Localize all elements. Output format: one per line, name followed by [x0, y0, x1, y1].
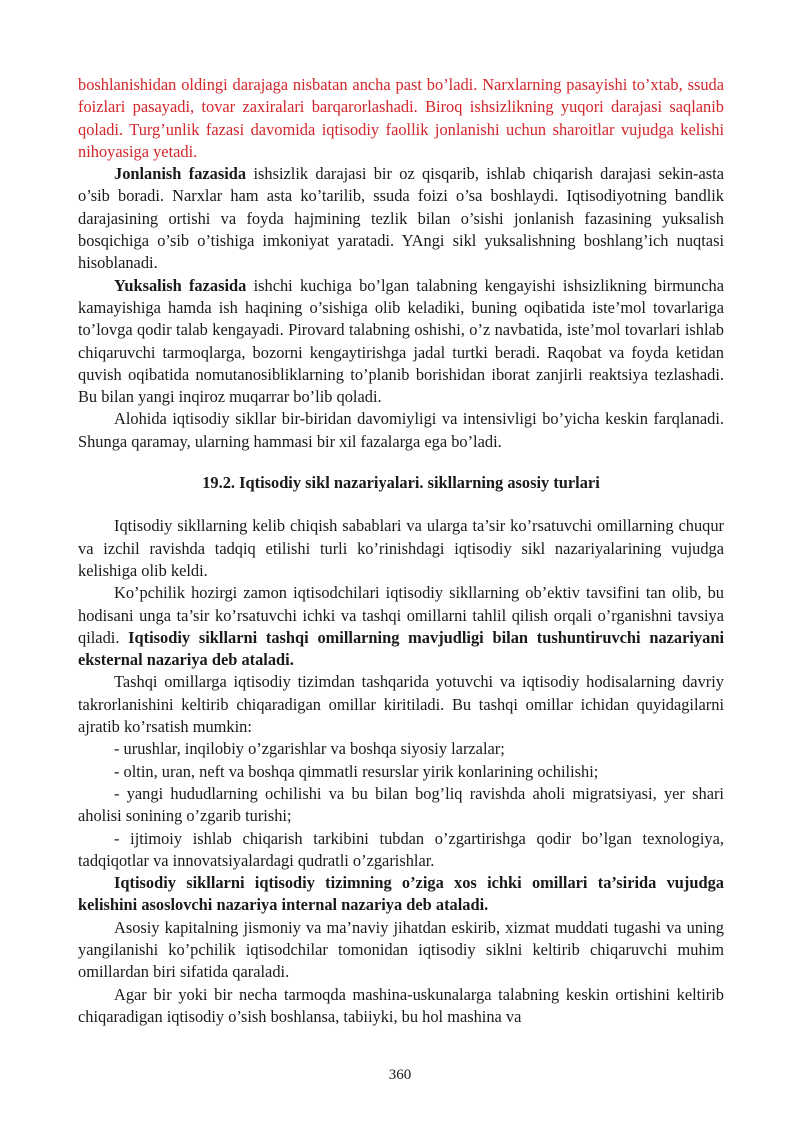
paragraph-mashina: Agar bir yoki bir necha tarmoqda mashina-uskunalarga talabning keskin ortishini keltirib chiqaradigan iqtisodiy o’sish boshlansa, tabiiyki, bu hol mashina va — [78, 984, 724, 1026]
paragraph-highlighted: boshlanishidan oldingi darajaga nisbatan ancha past bo’ladi. Narxlarning pasayishi to’xtab, ssuda foizlari pasayadi, tovar zaxiralari barqarorlashadi. Biroq ishsizlikning yuqori darajasi saqlanib qoladi. Turg’unlik fazasi davomida iqtisodiy faollik jonlanishi uchun sharoitlar vujudga kelishi nihoyasiga yetadi. — [78, 75, 724, 161]
paragraph-jonlanish — [78, 163, 724, 274]
paragraph-eksternal — [78, 582, 724, 671]
page-number: 360 — [388, 1067, 412, 1083]
list-item: - oltin, uran, neft va boshqa qimmatli resurslar yirik konlarining ochilishi; — [114, 761, 599, 781]
list-item: - yangi hududlarning ochilishi va bu bilan bog’liq ravishda aholi migratsiyasi, yer shari aholisi sonining o’zgarib turishi; — [78, 783, 724, 826]
definition-eksternal: Iqtisodiy sikllarni tashqi omillarning mavjudligi bilan tushuntiruvchi nazariyani eksternal nazariya deb ataladi. — [78, 627, 724, 670]
page-body — [78, 74, 724, 1028]
paragraph-tashqi-omillar: Tashqi omillarga iqtisodiy tizimdan tashqarida yotuvchi va iqtisodiy hodisalarning davriy takrorlanishini keltirib chiqaradigan omillar kiritiladi. Bu tashqi omillar ichidan quyidagilarni ajratib ko’rsatish mumkin: — [78, 672, 724, 737]
list-item: - ijtimoiy ishlab chiqarish tarkibini tubdan o’zgartirishga qodir bo’lgan texnologiya, tadqiqotlar va innovatsiyalardagi qudratli o’zgarishlar. — [78, 828, 724, 870]
paragraph-asosiy-kapital: Asosiy kapitalning jismoniy va ma’naviy jihatdan eskirib, xizmat muddati tugashi va uning yangilanishi ko’pchilik iqtisodchilar tomonidan iqtisodiy siklni keltirib chiqaruvchi muhim omillardan biri sifatida qaraladi. — [78, 917, 724, 982]
term-jonlanish-fazasida: Jonlanish fazasida — [114, 164, 247, 184]
paragraph-text: ishsizlik darajasi bir oz qisqarib, ishlab chiqarish darajasi sekin-asta o’sib boradi. Narxlar ham asta ko’tarilib, ssuda foizi o’sa boshlaydi. Iqtisodiyotning bandlik darajasining ortishi va foyda hajmining tezlik bilan o’sishi jonlanish fazasining yuksalish bosqichiga o’sib o’tishiga imkoniyat yaratadi. YAngi sikl yuksalishning boshlang’ich nuqtasi hisoblanadi. — [78, 164, 724, 273]
section-heading: 19.2. Iqtisodiy sikl nazariyalari. sikllarning asosiy turlari — [202, 473, 600, 493]
paragraph-yuksalish — [78, 275, 724, 409]
paragraph-text: ishchi kuchiga bo’lgan talabning kengayishi ishsizlikning birmuncha kamayishiga hamda ish haqining o’sishiga olib keladiki, buning oqibatida iste’mol tovarlariga to’lovga qodir talab kengayadi. Pirovard talabning oshishi, o’z navbatida, iste’mol tovarlari ishlab chiqaruvchi tarmoqlarga, bozorni kengaytirishga jadal turtki beradi. Raqobat va foyda ketidan quvish oqibatida nomutanosibliklarning to’planib borishidan iborat zanjirli reaktsiya tezlashadi. Bu bilan yangi inqiroz muqarrar bo’lib qoladi. — [78, 275, 724, 407]
list-item: - urushlar, inqilobiy o’zgarishlar va boshqa siyosiy larzalar; — [114, 739, 505, 759]
paragraph-text: Ko’pchilik hozirgi zamon iqtisodchilari iqtisodiy sikllarning ob’ektiv tavsifini tan olib, bu hodisani unga ta’sir ko’rsatuvchi ichki va tashqi omillarni tahlil qilish orqali o’rganishni tavsiya qiladi. — [78, 583, 724, 647]
paragraph-sabablar: Iqtisodiy sikllarning kelib chiqish sabablari va ularga ta’sir ko’rsatuvchi omillarning chuqur va izchil ravishda tadqiq etilishi turli ko’rinishdagi iqtisodiy sikl nazariyalarining vujudga kelishiga olib keldi. — [78, 516, 724, 580]
definition-internal: Iqtisodiy sikllarni iqtisodiy tizimning o’ziga xos ichki omillari ta’sirida vujudga kelishini asoslovchi nazariya internal nazariya deb ataladi. — [78, 873, 724, 915]
paragraph-alohida: Alohida iqtisodiy sikllar bir-biridan davomiyligi va intensivligi bo’yicha keskin farqlanadi. Shunga qaramay, ularning hammasi bir xil fazalarga ega bo’ladi. — [78, 409, 724, 451]
term-yuksalish-fazasida: Yuksalish fazasida — [114, 275, 247, 295]
